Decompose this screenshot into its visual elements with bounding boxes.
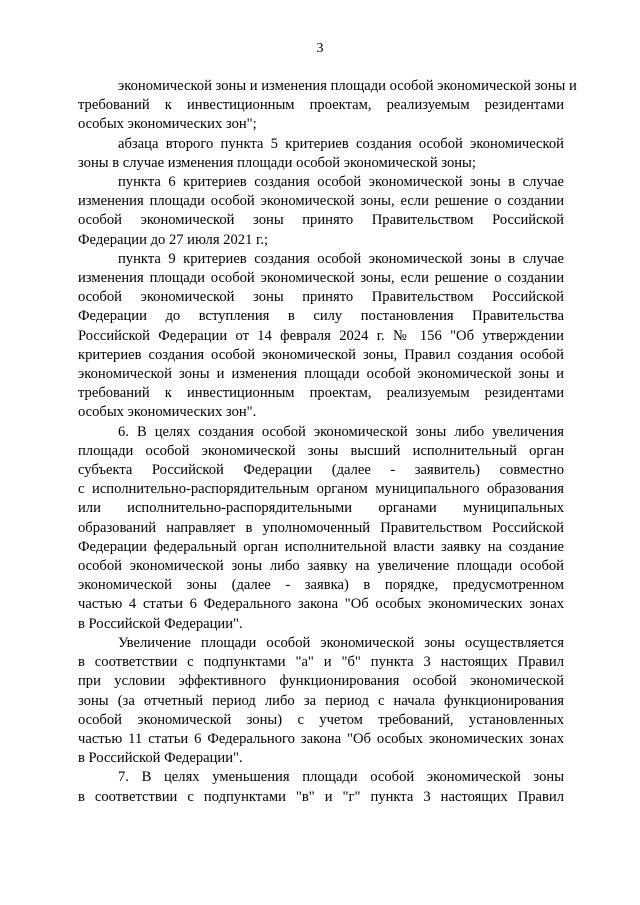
paragraph-line: Федерации до 27 июля 2021 г.;: [78, 231, 269, 248]
paragraph: [78, 135, 564, 173]
paragraph-line: в соответствии с подпунктами "в" и "г" пункта 3 настоящих Правил: [78, 788, 564, 805]
paragraph-line: особой экономической зоны) с учетом требований, установленных: [78, 711, 564, 728]
paragraph-line: особых экономических зон";: [78, 116, 257, 133]
paragraph-line: Федерации федеральный орган исполнительной власти заявку на создание: [78, 538, 564, 555]
paragraph: [78, 250, 564, 423]
paragraph-line: особой экономической зоны принято Правительством Российской: [78, 289, 564, 306]
paragraph: [78, 77, 577, 135]
paragraph-line: 7. В целях уменьшения площади особой экономической зоны: [118, 769, 564, 786]
document-body: [78, 77, 577, 807]
paragraph-line: особых экономических зон".: [78, 404, 257, 421]
paragraph-line: абзаца второго пункта 5 критериев создания особой экономической: [118, 135, 564, 152]
paragraph: [78, 634, 564, 768]
paragraph-line: зоны в случае изменения площади особой экономической зоны;: [78, 154, 476, 171]
paragraph-line: Увеличение площади особой экономической зоны осуществляется: [118, 634, 564, 651]
paragraph-line: зоны (за отчетный период либо за период с начала функционирования: [78, 692, 564, 709]
paragraph-line: в Российской Федерации".: [78, 750, 243, 767]
paragraph: [78, 423, 564, 634]
paragraph-line: изменения площади особой экономической зоны, если решение о создании: [78, 193, 564, 210]
paragraph-line: в соответствии с подпунктами "а" и "б" пункта 3 настоящих Правил: [78, 654, 564, 671]
paragraph-line: Федерации до вступления в силу постановления Правительства: [78, 308, 564, 325]
paragraph: [78, 768, 564, 806]
paragraph-line: пункта 9 критериев создания особой экономической зоны в случае: [118, 250, 564, 267]
paragraph-line: или исполнительно-распорядительными органами муниципальных: [78, 500, 564, 517]
page-number: 3: [316, 41, 324, 56]
paragraph-line: площади особой экономической зоны высший исполнительный орган: [78, 442, 564, 459]
paragraph-line: критериев создания особой экономической зоны, Правил создания особой: [78, 346, 564, 363]
paragraph-line: особой экономической зоны либо заявку на увеличение площади особой: [78, 558, 564, 575]
paragraph-line: образований направляет в уполномоченный Правительством Российской: [78, 519, 564, 536]
paragraph-line: экономической зоны (далее - заявка) в порядке, предусмотренном: [78, 577, 564, 594]
paragraph-line: экономической зоны и изменения площади особой экономической зоны и: [78, 366, 564, 383]
paragraph-line: требований к инвестиционным проектам, реализуемым резидентами: [78, 385, 564, 402]
paragraph-line: с исполнительно-распорядительным органом муниципального образования: [78, 481, 564, 498]
paragraph: [78, 173, 564, 250]
paragraph-line: пункта 6 критериев создания особой экономической зоны в случае: [118, 174, 564, 191]
paragraph-line: особой экономической зоны принято Правительством Российской: [78, 212, 564, 229]
paragraph-line: изменения площади особой экономической зоны, если решение о создании: [78, 270, 564, 287]
paragraph-line: в Российской Федерации".: [78, 615, 243, 632]
paragraph-line: экономической зоны и изменения площади особой экономической зоны и: [118, 78, 577, 94]
paragraph-line: требований к инвестиционным проектам, реализуемым резидентами: [78, 97, 564, 114]
paragraph-line: субъекта Российской Федерации (далее - заявитель) совместно: [78, 462, 564, 479]
paragraph-line: частью 11 статьи 6 Федерального закона "Об особых экономических зонах: [78, 730, 564, 747]
paragraph-line: при условии эффективного функционирования особой экономической: [78, 673, 564, 690]
paragraph-line: Российской Федерации от 14 февраля 2024 г. № 156 "Об утверждении: [78, 327, 564, 344]
paragraph-line: частью 4 статьи 6 Федерального закона "Об особых экономических зонах: [78, 596, 564, 613]
paragraph-line: 6. В целях создания особой экономической зоны либо увеличения: [118, 423, 564, 440]
